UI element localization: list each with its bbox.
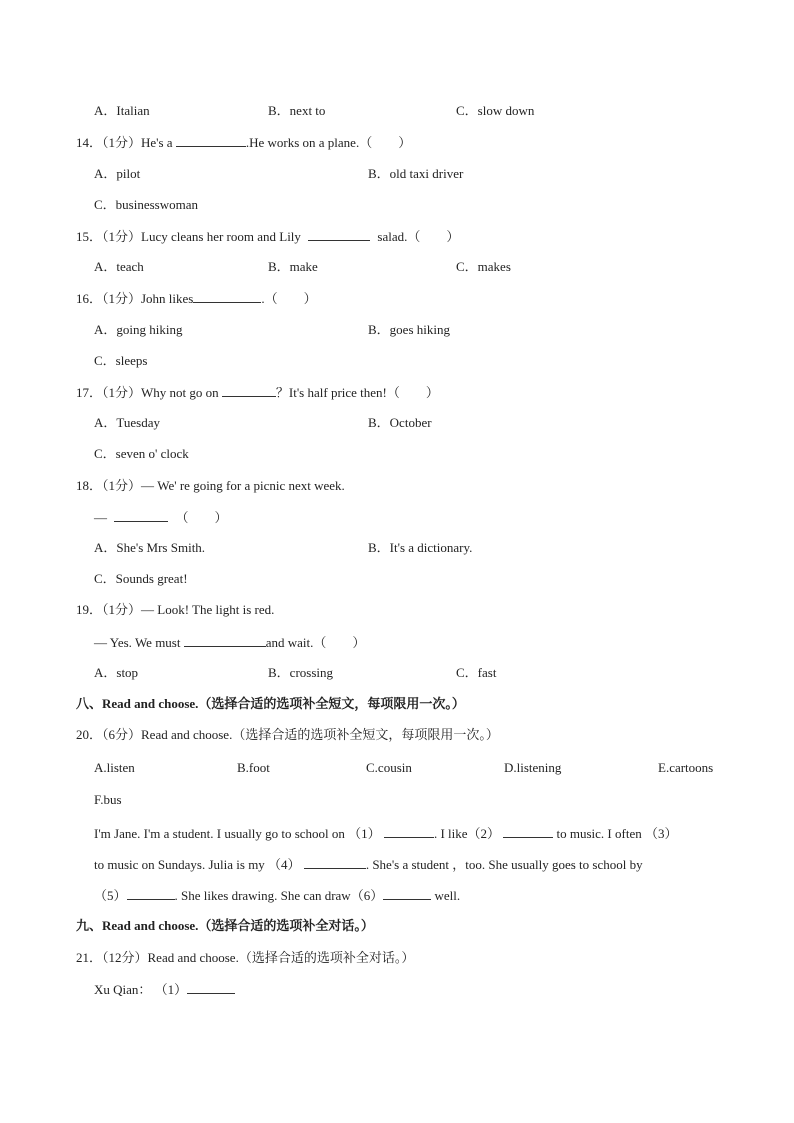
q21-speaker-line: Xu Qian： （1） [94, 982, 188, 997]
q20-passage-3b: . She likes drawing. She can draw（6） [174, 888, 384, 903]
q19-option-c: C．fast [456, 665, 497, 680]
q15-blank [308, 228, 370, 241]
section-9-title: 九、Read and choose.（选择合适的选项补全对话。） [76, 918, 374, 933]
q16-option-b: B．goes hiking [368, 322, 450, 337]
q17-option-a: A．Tuesday [94, 415, 160, 430]
q16-blank [193, 290, 261, 303]
q19-option-b: B．crossing [268, 665, 334, 680]
q20-option-e: E.cartoons [658, 760, 714, 775]
q18-option-a: A．She's Mrs Smith. [94, 540, 206, 555]
q20-blank-5 [127, 887, 175, 900]
q13-option-c: C．slow down [456, 103, 535, 118]
q21-dialogue-line-1 [94, 981, 235, 998]
q19-blank [184, 634, 266, 647]
q20-passage-line-2 [94, 856, 643, 873]
q21-blank-1 [187, 981, 235, 994]
q17-stem-end: ？It's half price then!（ ） [275, 385, 439, 400]
q20-option-f: F.bus [94, 792, 122, 807]
q20-passage-1b: . I like（2） [433, 826, 501, 841]
q20-passage-1a: I'm Jane. I'm a student. I usually go to school on （1） [94, 826, 381, 841]
q18-dash: — [94, 510, 107, 525]
q15-option-a: A．teach [94, 259, 144, 274]
q14-option-c: C．businesswoman [94, 197, 199, 212]
q20-passage-3c: well. [434, 888, 461, 903]
q20-passage-line-1 [94, 825, 677, 842]
q20-blank-4 [304, 856, 366, 869]
q16-option-c: C．sleeps [94, 353, 148, 368]
q20-passage-3a: （5） [94, 888, 127, 903]
q14-option-b: B．old taxi driver [368, 166, 464, 181]
q18-blank [114, 509, 168, 522]
q20-option-b: B.foot [237, 760, 270, 775]
q20-stem: 20．（6分）Read and choose.（选择合适的选项补全短文，每项限用一次。） [76, 727, 499, 742]
q15-option-b: B．make [268, 259, 318, 274]
q14-stem [76, 134, 411, 151]
q20-blank-1 [384, 825, 434, 838]
q20-passage-1c: to music. I often （3） [556, 826, 678, 841]
q20-passage-line-3 [94, 887, 460, 904]
q14-stem-start: 14．（1分）He's a [76, 135, 173, 150]
q20-passage-2b: . She's a student ，too. She usually goes to school by [365, 857, 643, 872]
q15-stem [76, 228, 459, 245]
q14-blank [176, 134, 246, 147]
q19-line2 [94, 634, 365, 651]
q16-stem [76, 290, 317, 307]
q18-stem: 18．（1分）— We' re going for a picnic next week. [76, 478, 345, 493]
q15-stem-end: salad.（ ） [377, 229, 460, 244]
q20-passage-2a: to music on Sundays. Julia is my （4） [94, 857, 301, 872]
q18-line2 [94, 509, 228, 526]
q19-line2-start: — Yes. We must [94, 635, 181, 650]
q18-option-c: C．Sounds great! [94, 571, 188, 586]
q21-stem: 21．（12分）Read and choose.（选择合适的选项补全对话。） [76, 950, 415, 965]
q18-paren: （ ） [175, 510, 228, 525]
q14-stem-end: .He works on a plane.（ ） [245, 135, 412, 150]
q20-blank-2 [503, 825, 553, 838]
q16-stem-start: 16．（1分）John likes [76, 291, 194, 306]
q18-option-b: B．It's a dictionary. [368, 540, 473, 555]
q16-stem-end: .（ ） [261, 291, 317, 306]
q17-blank [222, 384, 276, 397]
q19-option-a: A．stop [94, 665, 139, 680]
q17-stem [76, 384, 439, 401]
q15-option-c: C．makes [456, 259, 511, 274]
q17-option-c: C．seven o' clock [94, 446, 189, 461]
q19-line2-end: and wait.（ ） [265, 635, 366, 650]
q20-option-c: C.cousin [366, 760, 412, 775]
q13-option-a: A．Italian [94, 103, 150, 118]
q20-option-a: A.listen [94, 760, 135, 775]
q20-blank-6 [383, 887, 431, 900]
q14-option-a: A．pilot [94, 166, 141, 181]
q17-stem-start: 17．（1分）Why not go on [76, 385, 219, 400]
q13-option-b: B．next to [268, 103, 326, 118]
q15-stem-start: 15．（1分）Lucy cleans her room and Lily [76, 229, 301, 244]
q17-option-b: B．October [368, 415, 432, 430]
q16-option-a: A．going hiking [94, 322, 183, 337]
q20-option-d: D.listening [504, 760, 562, 775]
section-8-title: 八、Read and choose.（选择合适的选项补全短文，每项限用一次。） [76, 696, 465, 711]
q19-stem: 19．（1分）— Look! The light is red. [76, 602, 275, 617]
